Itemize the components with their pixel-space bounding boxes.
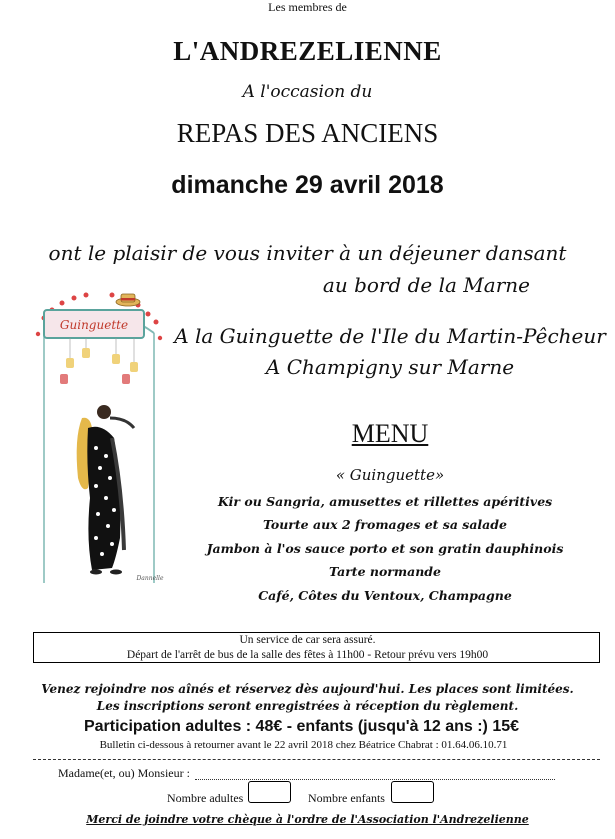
- event-title: REPAS DES ANCIENS: [176, 118, 439, 148]
- bus-info-line-2: Départ de l'arrêt de bus de la salle des fêtes à 11h00 - Retour prévu vers 19h00: [126, 649, 489, 661]
- location-line-1: A la Guinguette de l'Ile du Martin-Pêcheur: [174, 324, 606, 348]
- children-label: Nombre enfants: [308, 791, 385, 805]
- cut-line: [33, 759, 600, 760]
- organization-name: L'ANDREZELIENNE: [173, 36, 442, 66]
- event-date: dimanche 29 avril 2018: [171, 171, 444, 199]
- invitation-line-1: ont le plaisir de vous inviter à un déjeuner dansant: [48, 241, 567, 265]
- occasion-text: A l'occasion du: [242, 82, 373, 102]
- join-line-2: Les inscriptions seront enregistrées à réception du règlement.: [96, 699, 519, 713]
- location-line-2: A Champigny sur Marne: [265, 355, 515, 379]
- adults-label: Nombre adultes: [167, 791, 244, 805]
- join-line-1: Venez rejoindre nos aînés et réservez dès aujourd'hui. Les places sont limitées.: [41, 682, 574, 696]
- menu-item: Café, Côtes du Ventoux, Champagne: [258, 588, 512, 603]
- children-count-field[interactable]: [391, 781, 434, 803]
- name-field[interactable]: [195, 779, 555, 780]
- adults-count-field[interactable]: [248, 781, 291, 803]
- menu-item: Jambon à l'os sauce porto et son gratin dauphinois: [206, 541, 564, 556]
- menu-subtitle: « Guinguette»: [335, 466, 445, 484]
- payment-note: Merci de joindre votre chèque à l'ordre de l'Association l'Andrezelienne: [86, 813, 529, 826]
- participation-price: Participation adultes : 48€ - enfants (jusqu'à 12 ans :) 15€: [83, 718, 520, 735]
- menu-item: Kir ou Sangria, amusettes et rillettes apéritives: [217, 494, 553, 509]
- invitation-line-2: au bord de la Marne: [322, 273, 530, 297]
- artist-signature: Dannelle: [136, 575, 164, 582]
- guinguette-illustration: [30, 288, 170, 588]
- menu-item: Tarte normande: [329, 564, 441, 579]
- bus-info-line-1: Un service de car sera assuré.: [239, 634, 376, 646]
- name-label: Madame(et, ou) Monsieur :: [58, 766, 190, 780]
- menu-item: Tourte aux 2 fromages et sa salade: [263, 517, 507, 532]
- bulletin-text: Bulletin ci-dessous à retourner avant le 22 avril 2018 chez Béatrice Chabrat : 01.64.06.10.71: [99, 739, 508, 751]
- guinguette-sign-text: Guinguette: [59, 318, 129, 332]
- menu-title: MENU: [351, 419, 429, 448]
- intro-text: Les membres de: [268, 0, 347, 14]
